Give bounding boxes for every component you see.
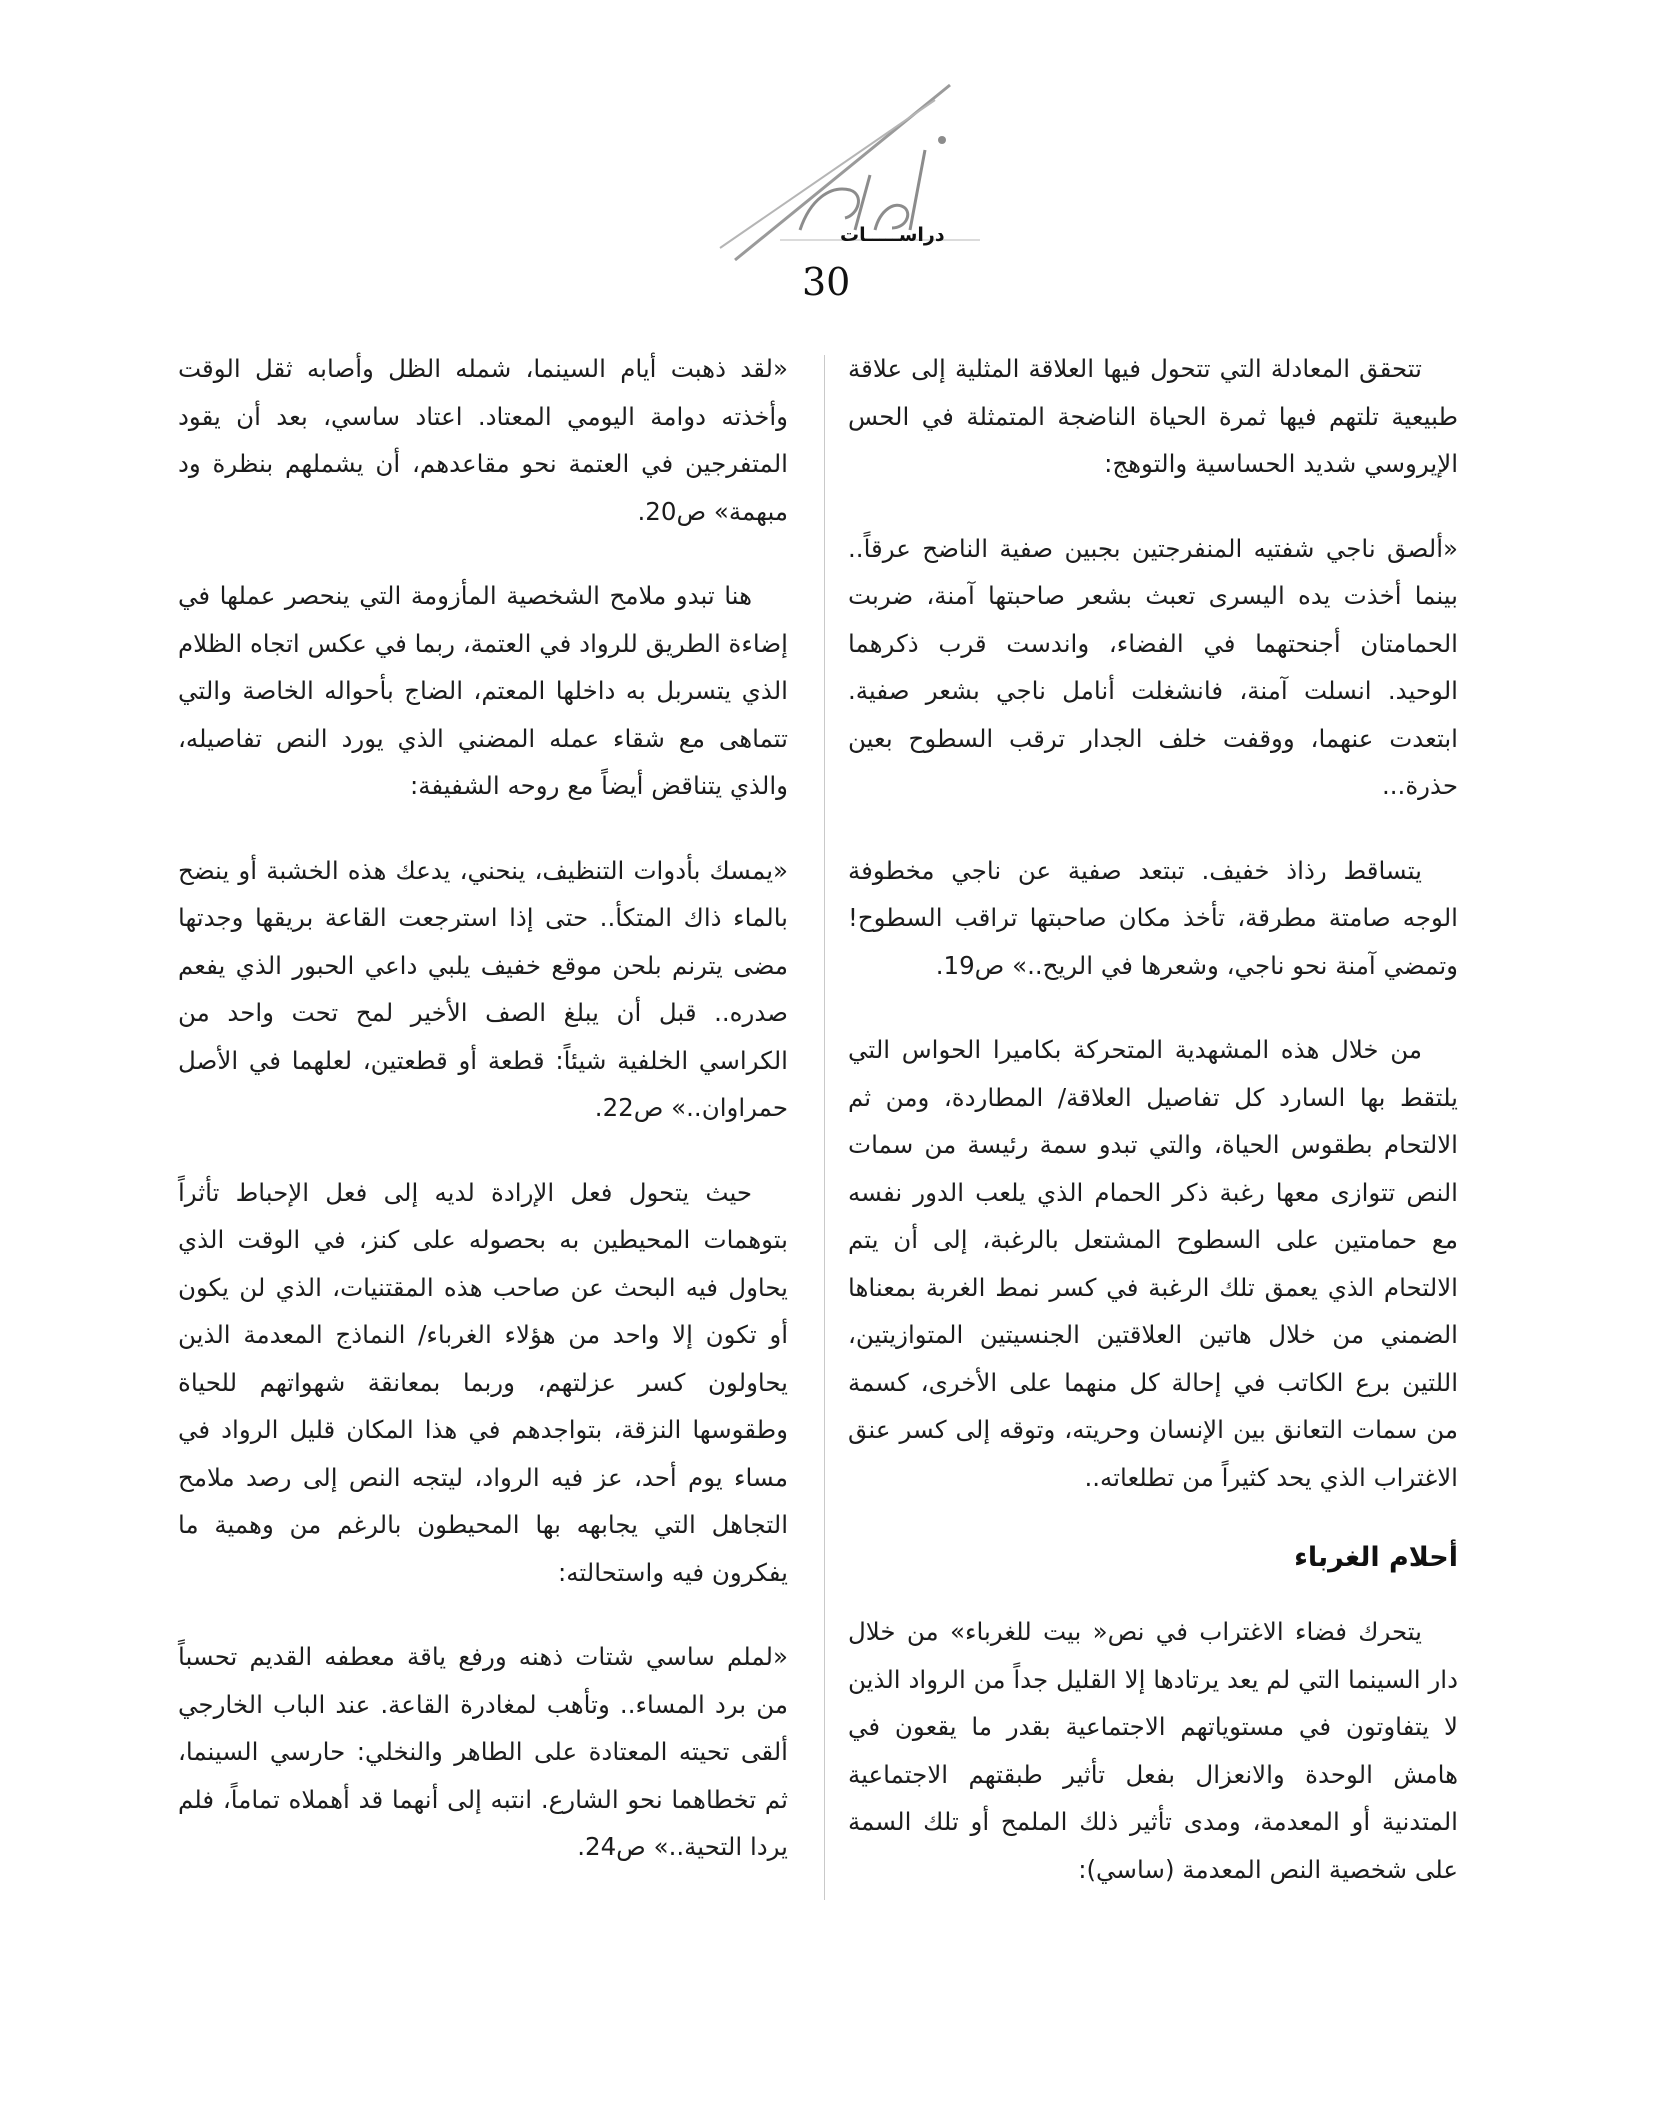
paragraph: هنا تبدو ملامح الشخصية المأزومة التي ينحصر عملها في إضاءة الطريق للرواد في العتمة، ربما في عكس اتجاه الظلام الذي يتسربل به داخلها المعتم، الضاج بأحواله الخاصة والتي تتماهى مع شقاء عمله المضني الذي يورد النص تفاصيله، والذي يتناقض أيضاً مع روحه الشفيفة: (178, 581, 788, 800)
left-column (178, 345, 788, 1908)
page-number: 30 (802, 260, 851, 304)
paragraph: من خلال هذه المشهدية المتحركة بكاميرا الحواس التي يلتقط بها السارد كل تفاصيل العلاقة/ المطاردة، ومن ثم الالتحام بطقوس الحياة، والتي تبدو سمة رئيسة من سمات النص تتوازى معها رغبة ذكر الحمام الذي يلعب الدور نفسه مع حمامتين على السطوح المشتعل بالرغبة، إلى أن يتم الالتحام الذي يعمق تلك الرغبة في كسر نمط الغربة بمعناها الضمني من خلال هاتين العلاقتين الجنسيتين المتوازيتين، اللتين برع الكاتب في إحالة كل منهما على الأخرى، كسمة من سمات التعانق بين الإنسان وحريته، وتوقه إلى كسر عنق الاغتراب الذي يحد كثيراً من تطلعاته.. (848, 1035, 1458, 1492)
paragraph: حيث يتحول فعل الإرادة لديه إلى فعل الإحباط تأثراً بتوهمات المحيطين به بحصوله على كنز، في الوقت الذي يحاول فيه البحث عن صاحب هذه المقتنيات، الذي لن يكون أو تكون إلا واحد من هؤلاء الغرباء/ النماذج المعدمة الذين يحاولون كسر عزلتهم، وربما بمعانقة شهواتهم للحياة وطقوسها النزقة، بتواجدهم في هذا المكان قليل الرواد في مساء يوم أحد، عز فيه الرواد، ليتجه النص إلى رصد ملامح التجاهل التي يجابهه بها المحيطون بالرغم من وهمية ما يفكرون فيه واستحالته: (178, 1177, 788, 1587)
paragraph: يتحرك فضاء الاغتراب في نص« بيت للغرباء» من خلال دار السينما التي لم يعد يرتادها إلا القليل جداً من الرواد الذين لا يتفاوتون في مستوياتهم الاجتماعية بقدر ما يقعون في هامش الوحدة والانعزال بفعل تأثير طبقتهم الاجتماعية المتدنية أو المعدمة، ومدى تأثير ذلك الملمح أو تلك السمة على شخصية النص المعدمة (ساسي): (848, 1617, 1458, 1884)
quote-paragraph: «ألصق ناجي شفتيه المنفرجتين بجبين صفية الناضح عرقاً.. بينما أخذت يده اليسرى تعبث بشعر صاحبتها آمنة، ضربت الحمامتان أجنحتهما في الفضاء، واندست قرب ذكرهما الوحيد. انسلت آمنة، فانشغلت أنامل ناجي بشعر صفية. ابتعدت عنهما، ووقفت خلف الجدار ترقب السطوح بعين حذرة... (848, 533, 1458, 800)
quote-paragraph: «يمسك بأدوات التنظيف، ينحني، يدعك هذه الخشبة أو ينضح بالماء ذاك المتكأ.. حتى إذا استرجعت القاعة بريقها وجدتها مضى يترنم بلحن موقع خفيف يلبي داعي الحبور الذي يفعم صدره.. قبل أن يبلغ الصف الأخير لمح تحت واحد من الكراسي الخلفية شيئاً: قطعة أو قطعتين، لعلهما في الأصل حمراوان..» ص22. (178, 855, 788, 1122)
paragraph: يتساقط رذاذ خفيف. تبتعد صفية عن ناجي مخطوفة الوجه صامتة مطرقة، تأخذ مكان صاحبتها تراقب السطوح! وتمضي آمنة نحو ناجي، وشعرها في الريح..» ص19. (848, 855, 1458, 980)
quote-paragraph: «لملم ساسي شتات ذهنه ورفع ياقة معطفه القديم تحسباً من برد المساء.. وتأهب لمغادرة القاعة. عند الباب الخارجي ألقى تحيته المعتادة على الطاهر والنخلي: حارسي السينما، ثم تخطاهما نحو الشارع. انتبه إلى أنهما قد أهملاه تماماً، فلم يردا التحية..» ص24. (178, 1642, 788, 1861)
paragraph: تتحقق المعادلة التي تتحول فيها العلاقة المثلية إلى علاقة طبيعية تلتهم فيها ثمرة الحياة الناضجة المتمثلة في الحس الإيروسي شديد الحساسية والتوهج: (848, 354, 1458, 478)
quote-paragraph: «لقد ذهبت أيام السينما، شمله الظل وأصابه ثقل الوقت وأخذته دوامة اليومي المعتاد. اعتاد ساسي، بعد أن يقود المتفرجين في العتمة نحو مقاعدهم، أن يشملهم بنظرة ود مبهمة» ص20. (178, 354, 788, 526)
right-column (848, 345, 1458, 1930)
section-label: دراســـــات (840, 224, 945, 246)
page-header (680, 80, 980, 304)
column-divider (824, 355, 825, 1900)
section-heading: أحلام الغرباء (1294, 1542, 1458, 1573)
